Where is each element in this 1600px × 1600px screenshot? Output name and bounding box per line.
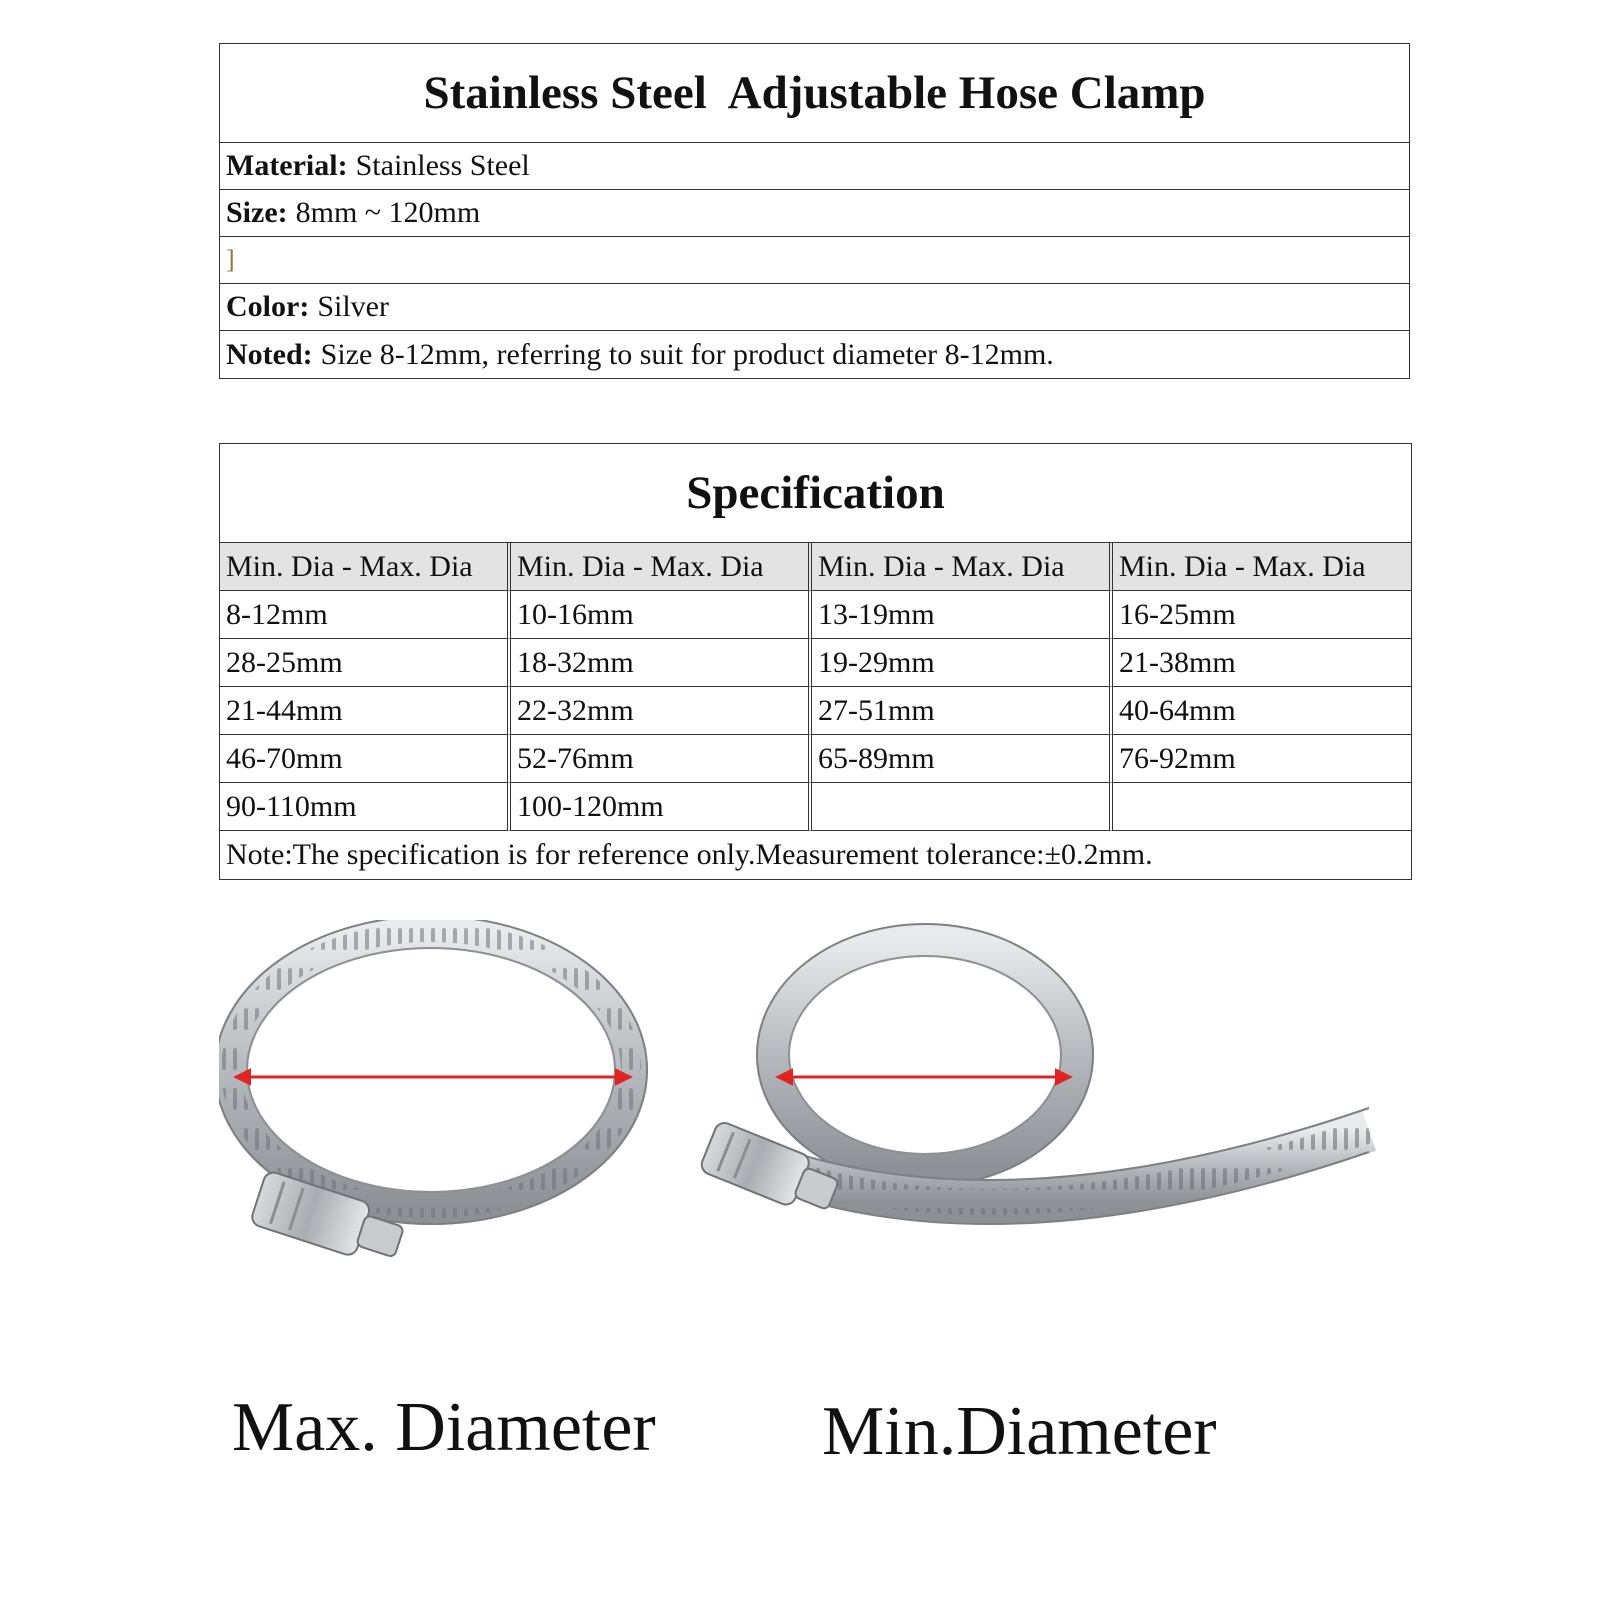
spec-cell: 21-44mm bbox=[220, 687, 511, 735]
spec-header-cell: Min. Dia - Max. Dia bbox=[220, 543, 511, 591]
spec-cell bbox=[1113, 783, 1411, 831]
info-label: Noted: bbox=[226, 337, 313, 371]
spec-cell: 28-25mm bbox=[220, 639, 511, 687]
spec-cell bbox=[812, 783, 1113, 831]
info-row-size bbox=[220, 190, 1409, 237]
spec-cell: 27-51mm bbox=[812, 687, 1113, 735]
info-value: 8mm ~ 120mm bbox=[295, 196, 481, 229]
specification-table bbox=[219, 443, 1412, 880]
spec-header-cell: Min. Dia - Max. Dia bbox=[1113, 543, 1411, 591]
specification-grid bbox=[220, 543, 1411, 831]
info-value: Silver bbox=[317, 290, 389, 323]
spec-header-cell: Min. Dia - Max. Dia bbox=[812, 543, 1113, 591]
spec-cell: 18-32mm bbox=[511, 639, 812, 687]
spec-cell: 65-89mm bbox=[812, 735, 1113, 783]
spec-cell: 76-92mm bbox=[1113, 735, 1411, 783]
max-diameter-caption: Max. Diameter bbox=[232, 1389, 656, 1466]
specification-note: Note:The specification is for reference only.Measurement tolerance:±0.2mm. bbox=[226, 838, 1153, 871]
max-diameter-clamp-image bbox=[219, 920, 647, 1269]
spec-cell: 10-16mm bbox=[511, 591, 812, 639]
product-info-table bbox=[219, 43, 1410, 379]
spec-cell: 40-64mm bbox=[1113, 687, 1411, 735]
spec-cell: 90-110mm bbox=[220, 783, 511, 831]
spec-cell: 52-76mm bbox=[511, 735, 812, 783]
spec-cell: 46-70mm bbox=[220, 735, 511, 783]
spec-cell: 16-25mm bbox=[1113, 591, 1411, 639]
info-row-noted bbox=[220, 331, 1409, 378]
min-diameter-caption: Min.Diameter bbox=[822, 1393, 1217, 1470]
info-label: Material: bbox=[226, 149, 348, 182]
spec-cell: 13-19mm bbox=[812, 591, 1113, 639]
info-row-color bbox=[220, 284, 1409, 331]
min-diameter-clamp-image bbox=[699, 924, 1369, 1224]
info-row-empty bbox=[220, 237, 1409, 284]
info-label: Color: bbox=[226, 290, 310, 323]
info-value: Size 8-12mm, referring to suit for product diameter 8-12mm. bbox=[320, 337, 1054, 371]
product-title: Stainless Steel Adjustable Hose Clamp bbox=[220, 44, 1409, 143]
clamp-photos bbox=[219, 920, 1419, 1340]
spec-cell: 21-38mm bbox=[1113, 639, 1411, 687]
spec-header-cell: Min. Dia - Max. Dia bbox=[511, 543, 812, 591]
info-value: Stainless Steel bbox=[355, 149, 530, 182]
info-label: Size: bbox=[226, 196, 288, 229]
specification-title: Specification bbox=[220, 444, 1411, 543]
info-row-material bbox=[220, 143, 1409, 190]
info-value: ] bbox=[226, 245, 235, 274]
spec-cell: 19-29mm bbox=[812, 639, 1113, 687]
spec-cell: 100-120mm bbox=[511, 783, 812, 831]
spec-cell: 8-12mm bbox=[220, 591, 511, 639]
spec-cell: 22-32mm bbox=[511, 687, 812, 735]
